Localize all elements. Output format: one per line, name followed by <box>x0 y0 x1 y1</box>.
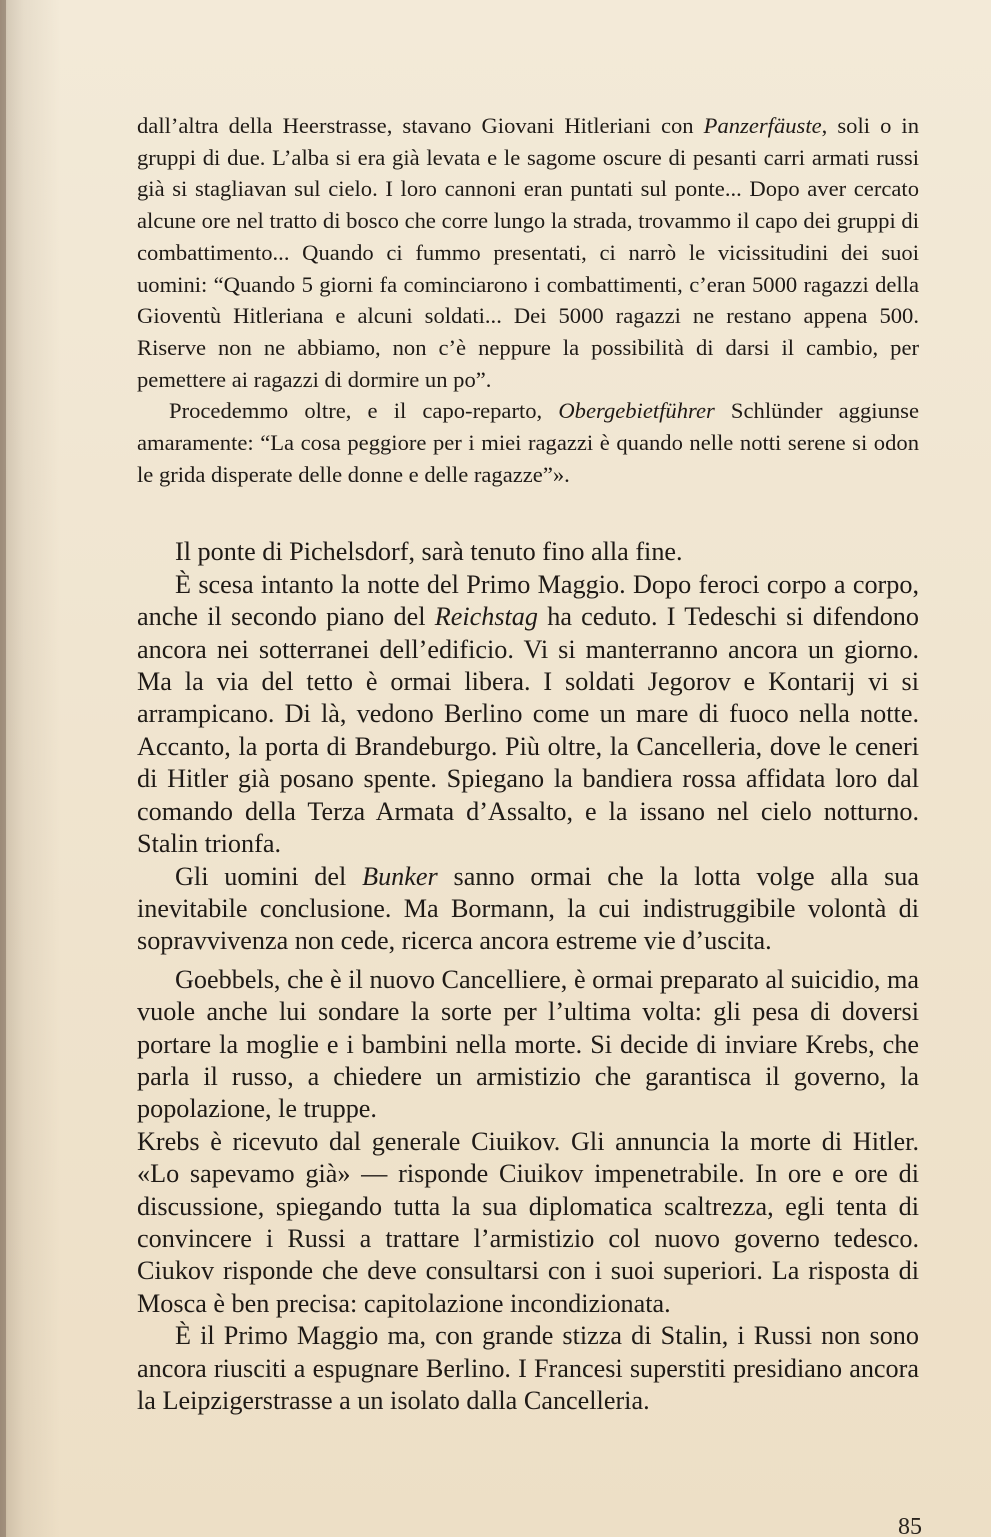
quote-text: , soli o in gruppi di due. L’alba si era già levata e le sagome oscure di pesanti carri armati russi già si stagliavan sul cielo. I loro cannoni eran puntati sul ponte... Dopo aver cercato alcune ore nel tratto di bosco che corre lungo la strada, trovammo il capo dei gruppi di combattimento... Quando ci fummo presentati, ci narrò le vicissitudini dei suoi uomini: “Quando 5 giorni fa cominciarono i combattimenti, c’eran 5000 ragazzi della Gioventù Hitleriana e alcuni soldati... Dei 5000 ragazzi ne restano appena 500. Riserve non ne abbiamo, non c’è neppure la possibilità di darsi il cambio, per pemettere ai ragazzi di dormire un po”. <box>137 113 920 392</box>
page-number: 85 <box>898 1514 922 1537</box>
body-text: È scesa intanto la notte del Primo Maggio. Dopo feroci corpo a corpo, anche il secondo piano del <box>137 569 919 632</box>
quote-italic-term: Panzerfäuste <box>703 113 822 138</box>
body-text: ha ceduto. I Tedeschi si difendono ancora nei sotterranei dell’edificio. Vi si manterranno ancora un giorno. Ma la via del tetto è ormai libera. I soldati Jegorov e Kontarij vi si arrampicano. Di là, vedono Berlino come un mare di fuoco nella notte. Accanto, la porta di Brandeburgo. Più oltre, la Cancelleria, dove le ceneri di Hitler già posano spente. Spiegano la bandiera rossa affidata loro dal comando della Terza Armata d’Assalto, e la issano nel cielo notturno. Stalin trionfa. <box>137 602 919 859</box>
body-text: Gli uomini del <box>175 861 363 891</box>
body-paragraph <box>137 861 919 958</box>
body-paragraph <box>137 569 919 861</box>
body-paragraph: È il Primo Maggio ma, con grande stizza di Stalin, i Russi non sono ancora riusciti a espugnare Berlino. I Francesi superstiti presidiano ancora la Leipzigerstrasse a un isolato dalla Cancelleria. <box>137 1321 919 1415</box>
quoted-passage <box>137 110 919 490</box>
quote-paragraph <box>137 110 919 395</box>
main-text <box>137 536 919 1417</box>
body-italic-term: Reichstag <box>434 602 538 632</box>
quote-text: dall’altra della Heerstrasse, stavano Giovani Hitleriani con <box>137 113 704 138</box>
book-spine-shadow <box>0 0 6 1537</box>
body-paragraph: Goebbels, che è il nuovo Cancelliere, è ormai preparato al suicidio, ma vuole anche lui sondare la sorte per l’ultima volta: gli pesa di doversi portare la moglie e i bambini nella morte. Si decide di inviare Krebs, che parla il russo, a chiedere un armistizio che garantisca il governo, la popolazione, le truppe. <box>137 964 919 1124</box>
body-italic-term: Bunker <box>362 861 438 891</box>
quote-paragraph <box>137 395 919 490</box>
page-content <box>137 110 919 1417</box>
body-paragraph: Krebs è ricevuto dal generale Ciuikov. Gli annuncia la morte di Hitler. «Lo sapevamo già» — risponde Ciuikov impenetrabile. In ore e ore di discussione, spiegando tutta la sua diplomatica scaltrezza, egli tenta di convincere i Russi a trattare l’armistizio col nuovo governo tedesco. Ciukov risponde che deve consultarsi con i suoi superiori. La risposta di Mosca è ben precisa: capitolazione incondizionata. <box>137 1126 919 1318</box>
quote-text: Schlünder aggiunse amaramente: “La cosa peggiore per i miei ragazzi è quando nelle notti serene si odon le grida disperate delle donne e delle ragazze”». <box>137 398 919 487</box>
body-paragraph: Il ponte di Pichelsdorf, sarà tenuto fino alla fine. <box>175 537 683 567</box>
body-text: sanno ormai che la lotta volge alla sua inevitabile conclusione. Ma Bormann, la cui indistruggibile volontà di sopravvivenza non cede, ricerca ancora estreme vie d’uscita. <box>137 861 919 956</box>
quote-italic-term: Obergebietführer <box>558 398 715 424</box>
quote-text: Procedemmo oltre, e il capo-reparto, <box>169 398 559 424</box>
